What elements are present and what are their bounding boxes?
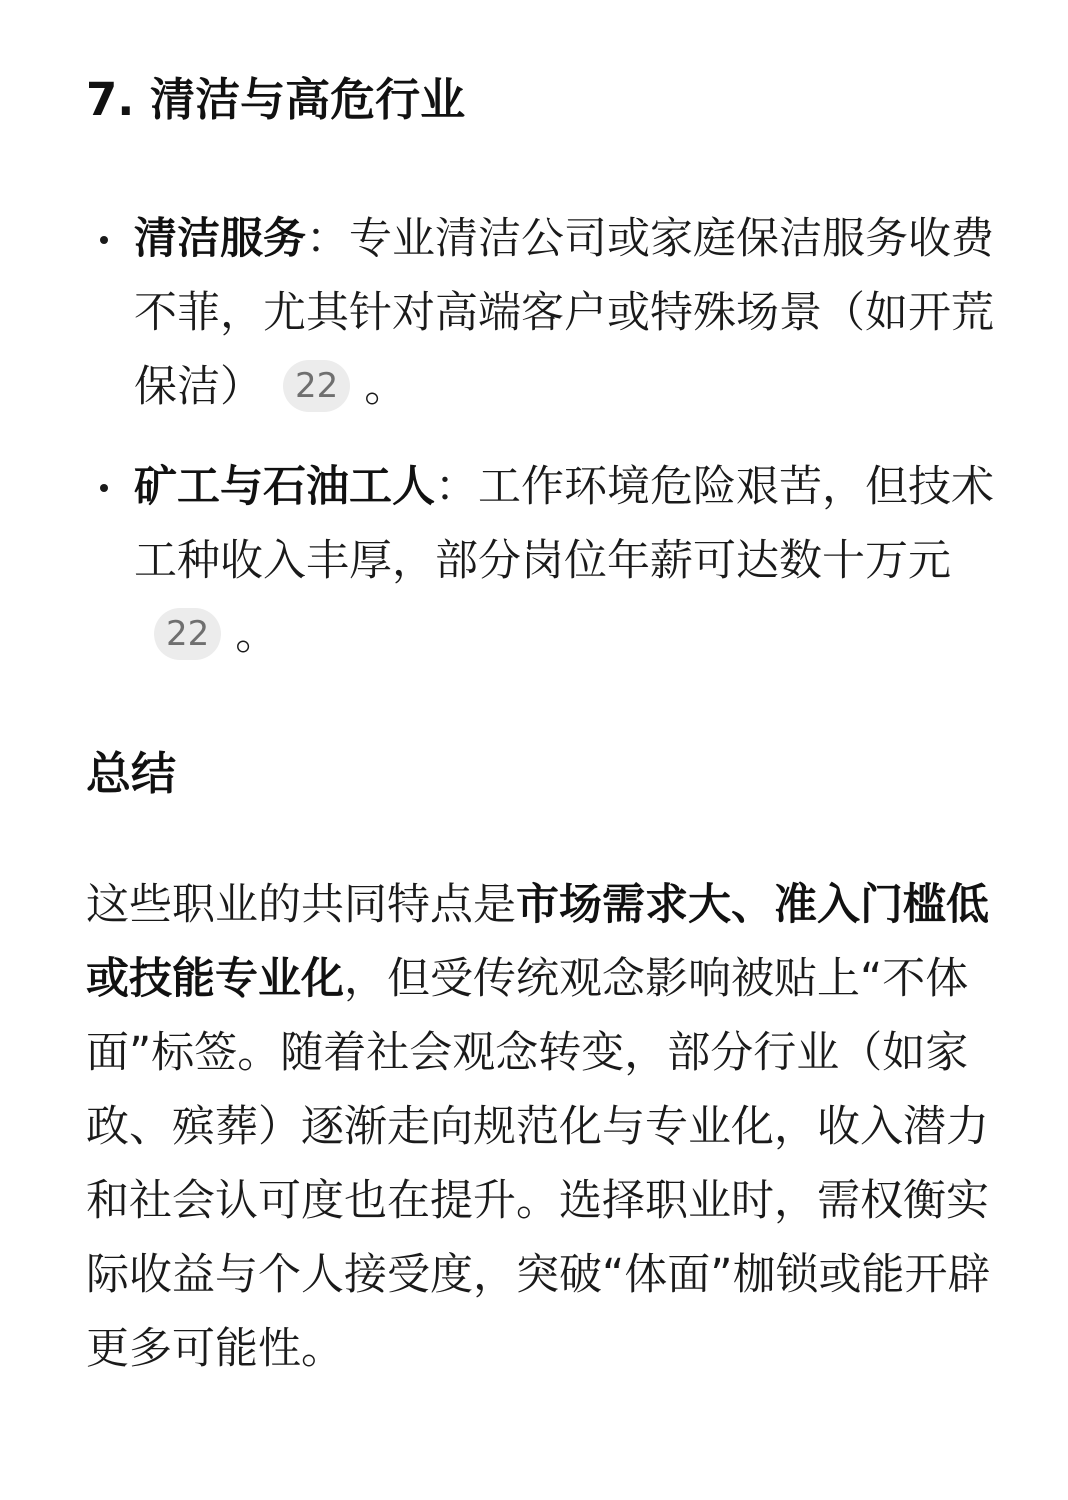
- item-separator: ：: [306, 214, 349, 264]
- list-item-cleaning: [86, 202, 994, 424]
- item-term: 矿工与石油工人: [134, 462, 435, 512]
- summary-paragraph: [86, 868, 1021, 1386]
- summary-text-after: ，但受传统观念影响被贴上“不体面”标签。随着社会观念转变，部分行业（如家政、殡葬）逐渐走向规范化与专业化，收入潜力和社会认可度也在提升。选择职业时，需权衡实际收益与个人接受度，突破“体面”枷锁或能开辟更多可能性。: [86, 954, 991, 1374]
- item-text: 专业清洁公司或家庭保洁服务收费不菲，尤其针对高端客户或特殊场景（如开荒保洁）: [134, 214, 994, 412]
- section-heading: 7. 清洁与高危行业: [86, 73, 466, 126]
- item-term: 清洁服务: [134, 214, 306, 264]
- bullet-dot: [100, 484, 108, 492]
- summary-text-before: 这些职业的共同特点是: [86, 880, 516, 930]
- item-text: 工作环境危险艰苦，但技术工种收入丰厚，部分岗位年薪可达数十万元: [134, 462, 994, 586]
- bullet-dot: [100, 236, 108, 244]
- item-end: 。: [235, 610, 279, 660]
- list-item-miners: [86, 450, 994, 672]
- citation-badge[interactable]: 22: [154, 608, 221, 660]
- item-separator: ：: [435, 462, 478, 512]
- citation-badge[interactable]: 22: [283, 360, 350, 412]
- summary-text-bold: 市场需求大、准入门槛低或技能专业化: [86, 880, 989, 1004]
- bullet-list: [86, 202, 1026, 672]
- summary-heading: 总结: [86, 747, 177, 800]
- item-end: 。: [364, 362, 408, 412]
